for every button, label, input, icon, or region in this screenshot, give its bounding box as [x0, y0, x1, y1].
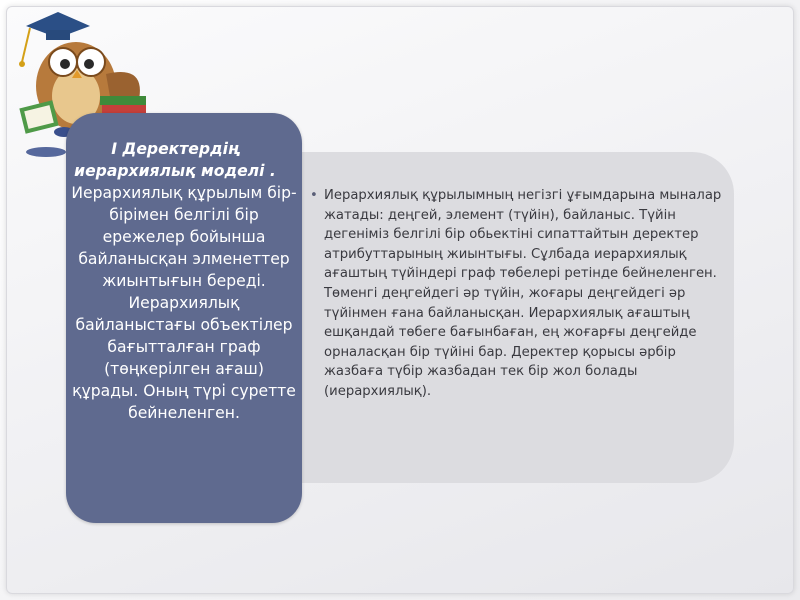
description-bullet: • Иерархиялық құрылымның негізгі ұғымдарына мыналар жатады: деңгей, элемент (түйін), байланыс. Түйін дегеніміз белгілі бір обьектіні сипаттайтын деректер атрибуттарының жиынтығы. Сұлбада иерархиялық ағаштың түйіндері граф төбелері ретінде бейнеленген. Төменгі деңгейдегі әр түйін, жоғары деңгейдегі әр түйінмен ғана байланысқан. Иерархиялық ағаштың ешқандай төбеге бағынбаған, ең жоғарғы деңгейде орналасқан бір түйіні бар. Деректер қорысы әрбір жазбаға түбір жазбадан тек бір жол болады (иерархиялық). — [324, 186, 734, 402]
description-list — [310, 186, 734, 402]
left-card-text — [70, 138, 298, 424]
model-description: Иерархиялық құрылым бір-бірімен белгілі бір ережелер бойынша байланысқан элменеттер жиынтығын береді. Иерархиялық байланыстағы объектілер бағытталған граф (төңкерілген ағаш) құрады. Оның түрі суретте бейнеленген. — [71, 184, 297, 422]
model-title: І Деректердің иерархиялық моделі . — [74, 140, 276, 180]
